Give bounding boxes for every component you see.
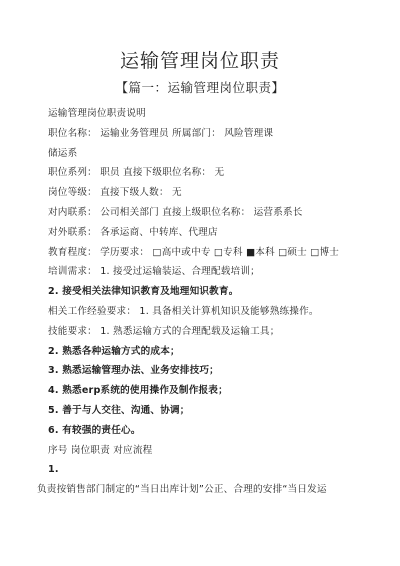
- text-line: 相关工作经验要求： 1. 具备相关计算机知识及能够熟练操作。: [48, 305, 319, 317]
- text-line: 2. 接受相关法律知识教育及地理知识教育。: [48, 286, 239, 298]
- text-line: 职位系列： 职员 直接下级职位名称： 无: [48, 167, 225, 179]
- text-line: 技能要求： 1. 熟悉运输方式的合理配载及运输工具；: [48, 325, 280, 337]
- text-line: 4. 熟悉erp系统的使用操作及制作报表；: [48, 385, 228, 397]
- document-title: 运输管理岗位职责: [119, 50, 280, 72]
- text-line: 岗位等级： 直接下级人数： 无: [48, 187, 182, 199]
- text-line: 3. 熟悉运输管理办法、业务安排技巧；: [48, 365, 219, 377]
- text-line: 序号 岗位职责 对应流程: [48, 444, 153, 456]
- text-line: 对内联系： 公司相关部门 直接上级职位名称： 运营系系长: [48, 206, 303, 218]
- text-line: 2. 熟悉各种运输方式的成本；: [48, 345, 180, 357]
- text-line: 5. 善于与人交往、沟通、协调；: [48, 404, 190, 416]
- text-line: 培训需求： 1. 接受过运输装运、合理配载培训；: [48, 266, 260, 278]
- text-line: 储运系: [48, 147, 78, 159]
- text-line: 6. 有较强的责任心。: [48, 424, 141, 436]
- text-line: 1.: [48, 464, 59, 476]
- document-body: [37, 104, 382, 500]
- document-subtitle: 【篇一：运输管理岗位职责】: [115, 80, 285, 95]
- text-line: 负责按销售部门制定的“当日出库计划”公正、合理的安排“当日发运: [37, 484, 327, 496]
- text-line: 运输管理岗位职责说明: [48, 108, 146, 119]
- text-line: 教育程度： 学历要求： □高中或中专 □专科 ■本科 □硕士 □博士: [48, 246, 340, 258]
- text-line: 对外联系： 各承运商、中转库、代理店: [48, 226, 218, 238]
- text-line: 职位名称： 运输业务管理员 所属部门： 风险管理课: [48, 127, 274, 139]
